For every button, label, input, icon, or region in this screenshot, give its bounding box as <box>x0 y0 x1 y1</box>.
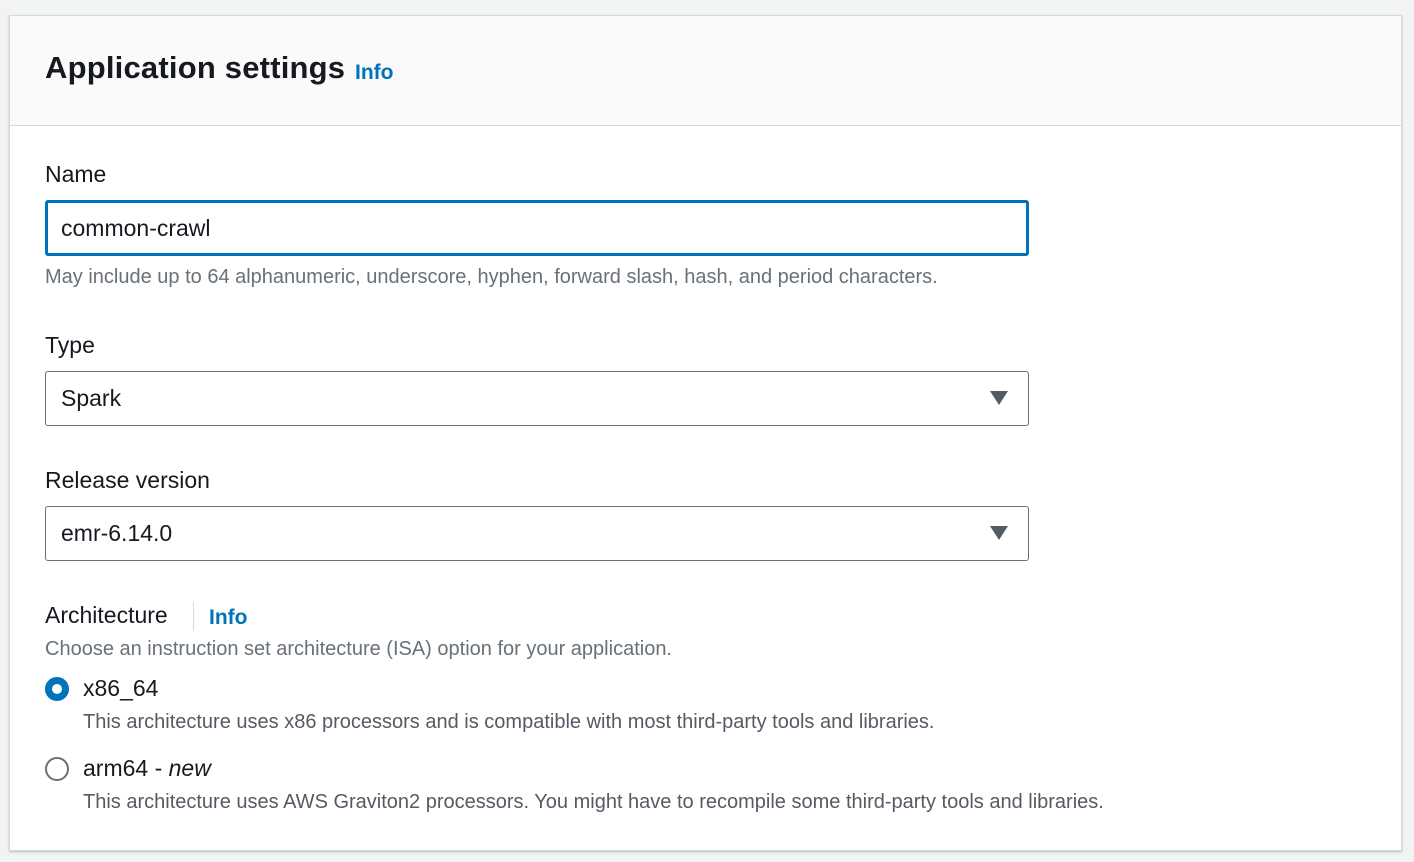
radio-label-text: arm64 - <box>83 755 169 781</box>
name-label: Name <box>45 161 107 187</box>
radio-arm64[interactable] <box>45 757 69 781</box>
application-settings-panel <box>9 15 1402 851</box>
architecture-info-link[interactable]: Info <box>209 606 248 629</box>
radio-desc-x86-64: This architecture uses x86 processors and is compatible with most third-party tools and libraries. <box>83 711 935 733</box>
divider <box>193 602 194 631</box>
caret-down-icon <box>990 526 1008 540</box>
type-select[interactable] <box>45 371 1029 426</box>
name-hint: May include up to 64 alphanumeric, underscore, hyphen, forward slash, hash, and period characters. <box>45 266 938 288</box>
radio-label-x86-64[interactable] <box>83 675 158 702</box>
radio-label-arm64[interactable] <box>83 755 211 782</box>
panel-title: Application settings <box>45 50 346 85</box>
release-version-select-value: emr-6.14.0 <box>61 520 173 546</box>
name-input[interactable] <box>45 200 1029 256</box>
architecture-description: Choose an instruction set architecture (ISA) option for your application. <box>45 638 672 660</box>
type-select-value: Spark <box>61 385 122 411</box>
radio-desc-arm64: This architecture uses AWS Graviton2 processors. You might have to recompile some third-party tools and libraries. <box>83 791 1104 813</box>
type-label: Type <box>45 332 95 358</box>
new-tag: new <box>168 755 211 781</box>
release-version-label: Release version <box>45 467 210 493</box>
panel-header <box>10 16 1401 126</box>
caret-down-icon <box>990 391 1008 405</box>
radio-label-text: x86_64 <box>83 675 159 701</box>
radio-x86-64[interactable] <box>45 677 69 701</box>
architecture-label: Architecture <box>45 602 168 628</box>
header-info-link[interactable]: Info <box>355 61 394 84</box>
release-version-select[interactable] <box>45 506 1029 561</box>
